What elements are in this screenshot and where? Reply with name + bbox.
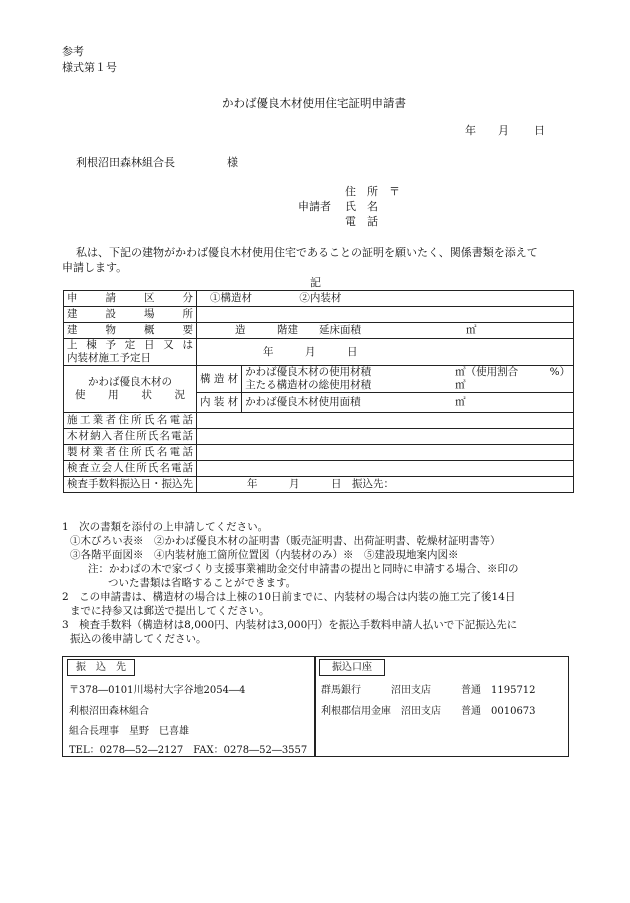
account-bank-2: 利根郡信用金庫 沼田支店 普通 0010673 — [321, 706, 536, 717]
note-2-cont: までに持参又は郵送で提出してください。 — [70, 605, 270, 617]
note-3-cont: 振込の後申請してください。 — [70, 633, 207, 645]
applicant-label: 申請者 — [298, 200, 331, 213]
intro-line-1: 私は、下記の建物がかわば優良木材使用住宅であることの証明を願いたく、関係書類を添えて — [76, 246, 538, 259]
date-label-line-2: 内装材施工予定日 — [67, 352, 151, 364]
date-month: 月 — [498, 124, 509, 137]
payee-tel: TEL：0278―52―2127 FAX：0278―52―3557 — [69, 745, 308, 756]
note-1: 1 次の書類を添付の上申請してください。 — [62, 521, 269, 533]
supplier-label: 木材納入者住所氏名電話 — [64, 429, 197, 445]
reference-label: 参考 — [62, 45, 84, 58]
payee-org: 利根沼田森林組合 — [69, 706, 149, 717]
notes-section — [62, 520, 572, 646]
struct-line-1: かわば優良木材の使用材積 ㎥（使用割合 %） — [245, 366, 571, 378]
interior-value[interactable]: かわば優良木材使用面積 ㎡ — [242, 393, 574, 413]
payee-address: 〒378―0101川場村大字谷地2054―4 — [69, 685, 246, 696]
applicant-phone-label: 電 話 — [345, 215, 378, 228]
site-value[interactable] — [197, 307, 574, 323]
category-value[interactable] — [197, 291, 574, 307]
addressee-name: 利根沼田森林組合長 — [76, 156, 175, 169]
account-title: 振込口座 — [319, 659, 385, 676]
site-label: 建 設 場 所 — [64, 307, 197, 323]
struct-line-2: 主たる構造材の総使用材積 ㎥ — [245, 379, 466, 391]
note-3: 3 検査手数料（構造材は8,000円、内装材は3,000円）を振込手数料申請人払いで下記振込先に — [62, 619, 518, 631]
fee-value[interactable]: 年 月 日 振込先： — [197, 477, 574, 493]
date-value[interactable]: 年 月 日 — [197, 339, 574, 366]
account-box — [314, 656, 569, 757]
usage-label — [64, 366, 197, 413]
date-day: 日 — [534, 124, 545, 137]
applicant-address-label: 住 所 〒 — [345, 185, 400, 198]
note-2: 2 この申請書は、構造材の場合は上棟の10日前までに、内装材の場合は内装の施工完了後14日 — [62, 591, 516, 603]
overview-value[interactable]: 造 階建 延床面積 ㎡ — [197, 323, 574, 339]
mill-label: 製材業者住所氏名電話 — [64, 445, 197, 461]
fee-label: 検査手数料振込日・振込先 — [64, 477, 197, 493]
date-label — [64, 339, 197, 366]
contractor-label: 施工業者住所氏名電話 — [64, 413, 197, 429]
usage-label-line-1: かわば優良木材の — [88, 376, 172, 388]
date-label-line-1: 上棟予定日又は — [67, 339, 193, 351]
interior-label: 内 装 材 — [197, 393, 242, 413]
account-bank-1: 群馬銀行 沼田支店 普通 1195712 — [321, 685, 536, 696]
note-1-caution: 注：かわばの木で家づくり支援事業補助金交付申請書の提出と同時に申請する場合、※印の — [88, 563, 519, 575]
inspector-label: 検査立会人住所氏名電話 — [64, 461, 197, 477]
note-1-docs-b: ③各階平面図※ ④内装材施工箇所位置図（内装材のみ）※ ⑤建設現地案内図※ — [70, 549, 459, 561]
payee-title: 振 込 先 — [67, 659, 135, 676]
payee-box — [62, 656, 316, 757]
intro-line-2: 申請します。 — [62, 261, 128, 274]
date-year: 年 — [465, 124, 476, 137]
struct-value[interactable] — [242, 366, 574, 393]
document-title: かわば優良木材使用住宅証明申請書 — [222, 96, 406, 110]
ki-label: 記 — [310, 276, 321, 289]
applicant-name-label: 氏 名 — [345, 200, 378, 213]
payee-head: 組合長理事 星野 巳喜雄 — [69, 726, 189, 737]
contractor-value[interactable] — [197, 413, 574, 429]
category-label: 申 請 区 分 — [64, 291, 197, 307]
addressee-honorific: 様 — [227, 156, 238, 169]
note-1-caution-cont: ついた書類は省略することができます。 — [108, 577, 297, 589]
inspector-value[interactable] — [197, 461, 574, 477]
mill-value[interactable] — [197, 445, 574, 461]
overview-label: 建 物 概 要 — [64, 323, 197, 339]
category-option-structural[interactable]: ①構造材 — [210, 292, 252, 304]
category-option-interior[interactable]: ②内装材 — [299, 292, 342, 304]
usage-label-line-2: 使 用 状 況 — [75, 389, 185, 401]
supplier-value[interactable] — [197, 429, 574, 445]
application-form-table — [63, 290, 574, 493]
note-1-docs-a: ①木びろい表※ ②かわば優良木材の証明書（販売証明書、出荷証明書、乾燥材証明書等） — [70, 535, 501, 547]
form-number: 様式第１号 — [62, 61, 117, 74]
struct-label: 構 造 材 — [197, 366, 242, 393]
